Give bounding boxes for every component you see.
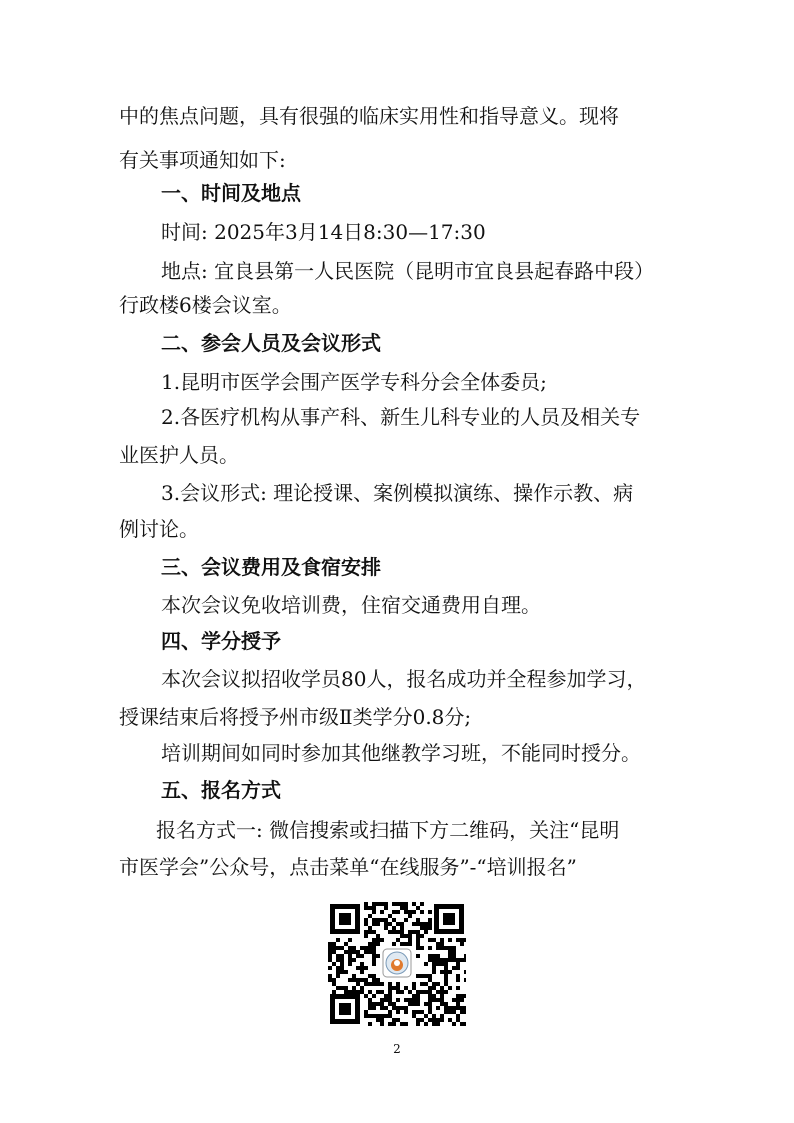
- list-item-1: 1.昆明市医学会围产医学专科分会全体委员;: [161, 370, 547, 394]
- text-place-line-2: 行政楼6楼会议室。: [119, 293, 292, 317]
- paragraph-intro-line-1: 中的焦点问题，具有很强的临床实用性和指导意义。现将: [119, 104, 619, 128]
- list-item-3-line-1: 3.会议形式: 理论授课、案例模拟演练、操作示教、病: [161, 481, 634, 505]
- text-registration-line-1: 报名方式一: 微信搜索或扫描下方二维码，关注“昆明: [156, 818, 620, 842]
- page-number: 2: [393, 1042, 401, 1056]
- heading-attendees: 二、参会人员及会议形式: [161, 331, 381, 355]
- heading-time-place: 一、时间及地点: [161, 181, 301, 205]
- heading-registration: 五、报名方式: [161, 778, 281, 802]
- text-time: 时间: 2025年3月14日8:30—17:30: [161, 220, 486, 244]
- paragraph-intro-line-2: 有关事项通知如下:: [119, 148, 286, 172]
- text-fees: 本次会议免收培训费，住宿交通费用自理。: [161, 593, 541, 617]
- text-registration-line-2: 市医学会”公众号，点击菜单“在线服务”-“培训报名”: [119, 855, 577, 879]
- text-credits-line-2: 授课结束后将授予州市级Ⅱ类学分0.8分;: [119, 705, 472, 729]
- heading-credits: 四、学分授予: [161, 629, 281, 653]
- text-place-line-1: 地点: 宜良县第一人民医院（昆明市宜良县起春路中段）: [161, 259, 655, 283]
- list-item-2-line-1: 2.各医疗机构从事产科、新生儿科专业的人员及相关专: [161, 405, 641, 429]
- text-credits-line-3: 培训期间如同时参加其他继教学习班，不能同时授分。: [161, 741, 641, 765]
- qr-code[interactable]: [328, 902, 466, 1026]
- text-credits-line-1: 本次会议拟招收学员80人，报名成功并全程参加学习，: [161, 667, 647, 691]
- heading-fees: 三、会议费用及食宿安排: [161, 555, 381, 579]
- list-item-2-line-2: 业医护人员。: [119, 443, 239, 467]
- list-item-3-line-2: 例讨论。: [119, 517, 199, 541]
- qr-logo-icon: [383, 949, 411, 977]
